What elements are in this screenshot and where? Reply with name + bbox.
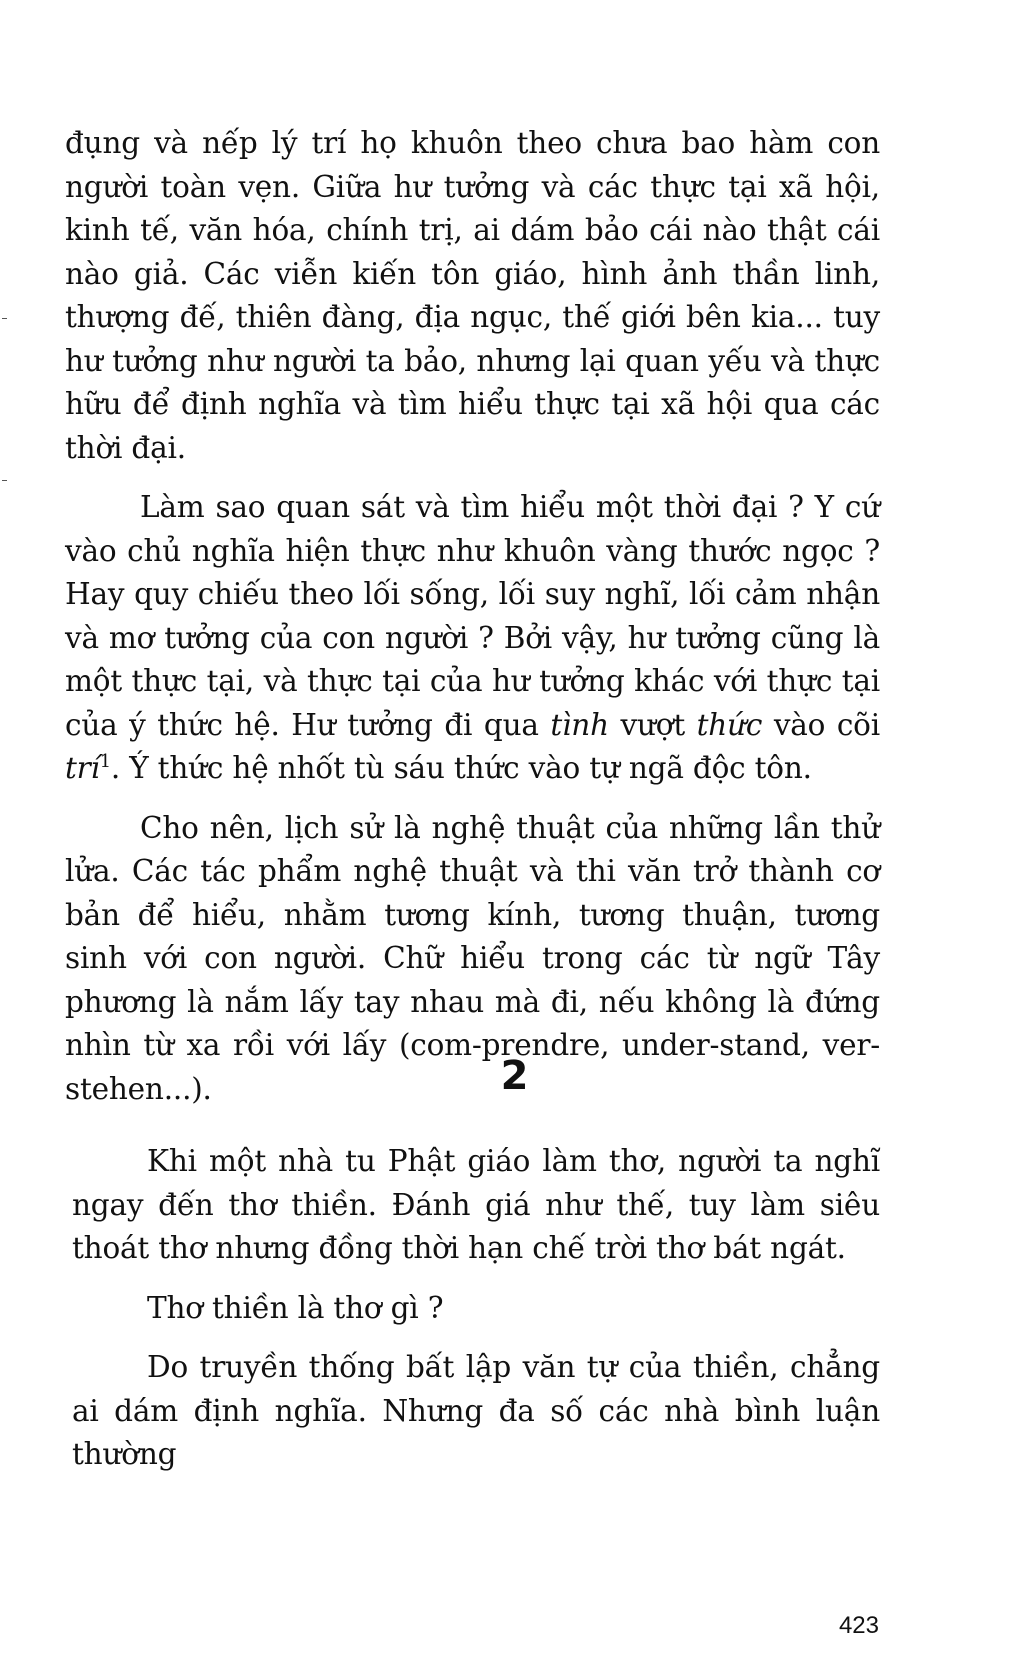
word-vuot: vượt [608, 707, 697, 742]
paragraph-4: Khi một nhà tu Phật giáo làm thơ, người ta nghĩ ngay đến thơ thiền. Đánh giá như thế, tuy làm siêu thoát thơ nhưng đồng thời hạn chế trời thơ bát ngát. [72, 1144, 880, 1265]
word-thuc: thức [696, 707, 763, 742]
word-tinh: tình [550, 707, 609, 742]
footnote-marker[interactable]: 1 [99, 752, 111, 773]
words-vao-coi: vào cõi [762, 707, 880, 742]
paragraph-5: Thơ thiền là thơ gì ? [147, 1290, 444, 1325]
margin-mark [2, 480, 7, 481]
page-number: 423 [838, 1612, 879, 1639]
text-block-part1 [65, 122, 880, 1111]
margin-mark [2, 318, 7, 319]
paragraph-2-end: . Ý thức hệ nhốt tù sáu thức vào tự ngã độc tôn. [110, 751, 812, 785]
text-block-part2 [72, 1140, 880, 1477]
paragraph-1: đụng và nếp lý trí họ khuôn theo chưa bao hàm con người toàn vẹn. Giữa hư tưởng và các thực tại xã hội, kinh tế, văn hóa, chính trị, ai dám bảo cái nào thật cái nào giả. Các viễn kiến tôn giáo, hình ảnh thần linh, thượng đế, thiên đàng, địa ngục, thế giới bên kia... tuy hư tưởng như người ta bảo, nhưng lại quan yếu và thực hữu để định nghĩa và tìm hiểu thực tại xã hội qua các thời đại. [65, 126, 880, 465]
paragraph-2-text: Làm sao quan sát và tìm hiểu một thời đại ? Y cứ vào chủ nghĩa hiện thực như khuôn vàng thước ngọc ? Hay quy chiếu theo lối sống, lối suy nghĩ, lối cảm nhận và mơ tưởng của con người ? Bởi vậy, hư tưởng cũng là một thực tại, và thực tại của hư tưởng khác với thực tại của ý thức hệ. Hư tưởng đi qua [65, 490, 880, 742]
section-number: 2 [500, 1053, 529, 1099]
word-tri: trí [65, 751, 100, 785]
paragraph-3: Cho nên, lịch sử là nghệ thuật của những lần thử lửa. Các tác phẩm nghệ thuật và thi văn trở thành cơ bản để hiểu, nhằm tương kính, tương thuận, tương sinh với con người. Chữ hiểu trong các từ ngữ Tây phương là nắm lấy tay nhau mà đi, nếu không là đứng nhìn từ xa rồi với lấy (com-prendre, under-stand, ver-stehen...). [65, 810, 880, 1106]
paragraph-2 [65, 486, 880, 791]
paragraph-6: Do truyền thống bất lập văn tự của thiền, chẳng ai dám định nghĩa. Nhưng đa số các nhà bình luận thường [72, 1350, 880, 1471]
